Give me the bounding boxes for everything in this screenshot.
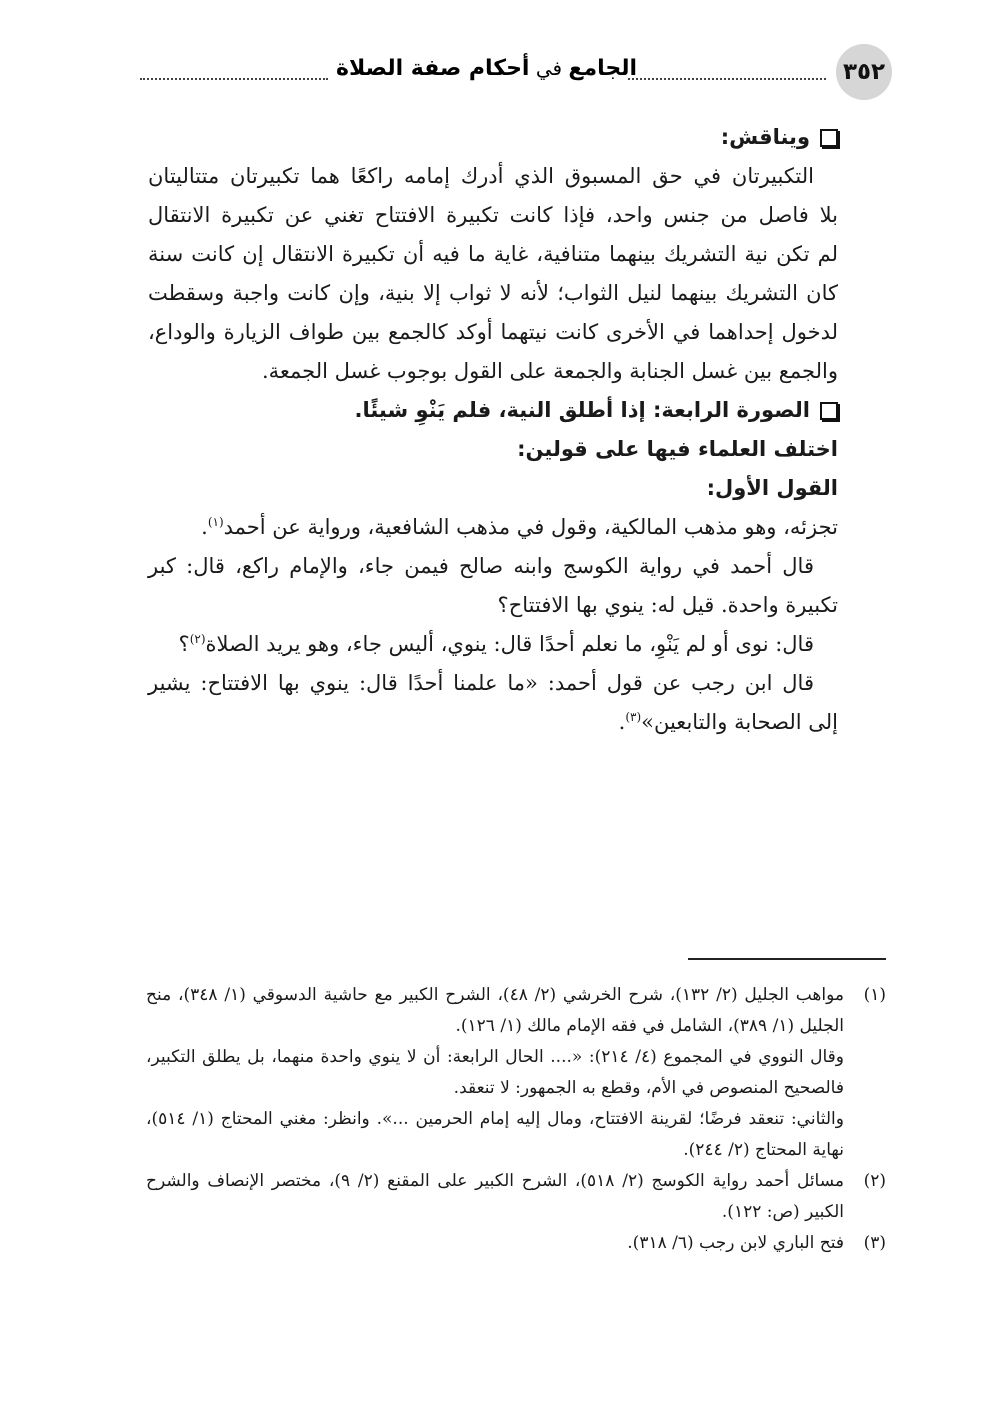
checkbox-square-icon	[820, 402, 838, 420]
fourth-case-heading: الصورة الرابعة: إذا أطلق النية، فلم يَنْوِ شيئًا.	[148, 391, 838, 430]
footnote-text: فتح الباري لابن رجب (٦/ ٣١٨).	[627, 1233, 844, 1253]
book-title-preposition: في	[535, 56, 563, 80]
discussion-line: لدخول إحداهما في الأخرى كانت نيتهما أوكد كالجمع بين طواف الزيارة والوداع،	[148, 320, 838, 344]
checkbox-square-icon	[820, 129, 838, 147]
footnote-text: وقال النووي في المجموع (٤/ ٢١٤): «.... الحال الرابعة: أن لا ينوي واحدة منهما، بل يطلق التكبير، فالصحيح المنصوص في الأم، وقطع به الجمهور: لا تنعقد.	[146, 1047, 844, 1098]
ibn-rajab-line: قال ابن رجب عن قول أحمد: «ما علمنا أحدًا قال: ينوي بها الافتتاح: يشير	[148, 671, 814, 695]
footnotes	[146, 980, 886, 1259]
book-title-rest: أحكام صفة الصلاة	[335, 56, 530, 81]
ahmad-answer: قال: نوى أو لم يَنْوِ، ما نعلم أحدًا قال: ينوي، أليس جاء، وهو يريد الصلاة$^{(٢)}$؟	[178, 632, 814, 656]
header-dotted-rule-right	[628, 78, 826, 80]
footnote-number: (٢)	[863, 1171, 886, 1191]
disagreement-heading: اختلف العلماء فيها على قولين:	[517, 437, 838, 461]
discussion-line: بلا فاصل من جنس واحد، فإذا كانت تكبيرة الافتتاح تغني عن تكبيرة الانتقال	[148, 203, 838, 227]
footnote	[146, 980, 886, 1166]
footnote-text: مواهب الجليل (٢/ ١٣٢)، شرح الخرشي (٢/ ٤٨)، الشرح الكبير مع حاشية الدسوقي (١/ ٣٤٨)، منح الجليل (١/ ٣٨٩)، الشامل في فقه الإمام مالك (١/ ١٢٦).	[146, 985, 844, 1036]
footnote-separator	[688, 958, 886, 960]
footnote-text: مسائل أحمد رواية الكوسج (٢/ ٥١٨)، الشرح الكبير على المقنع (٢/ ٩)، مختصر الإنصاف والشرح الكبير (ص: ١٢٢).	[146, 1171, 844, 1222]
first-opinion-text: تجزئه، وهو مذهب المالكية، وقول في مذهب الشافعية، ورواية عن أحمد$^{(١)}$.	[201, 515, 838, 539]
main-text	[148, 118, 838, 742]
footnote	[146, 1166, 886, 1228]
footnote-ref-1: (١)	[207, 515, 224, 529]
footnote-number: (١)	[863, 985, 886, 1005]
ibn-rajab-line: إلى الصحابة والتابعين»$^{(٣)}$.	[618, 710, 838, 734]
footnote-ref-2: (٢)	[189, 632, 206, 646]
discussion-line: كان التشريك بينهما لنيل الثواب؛ لأنه لا ثواب إلا بنية، وإن كانت واجبة وسقطت	[148, 281, 838, 305]
footnote-ref-3: (٣)	[625, 710, 642, 724]
page-number-badge	[836, 44, 892, 100]
running-header	[140, 44, 892, 102]
header-dotted-rule-left	[140, 78, 328, 80]
discussion-line: والجمع بين غسل الجنابة والجمعة على القول بوجوب غسل الجمعة.	[261, 359, 838, 383]
book-title	[336, 56, 637, 81]
ahmad-quote-line: قال أحمد في رواية الكوسج وابنه صالح فيمن جاء، والإمام راكع، قال: كبر	[148, 554, 814, 578]
footnote-text: والثاني: تنعقد فرضًا؛ لقرينة الافتتاح، ومال إليه إمام الحرمين ...». وانظر: مغني المحتاج (١/ ٥١٤)، نهاية المحتاج (٢/ ٢٤٤).	[146, 1109, 844, 1160]
discussion-line: لم تكن نية التشريك بينهما متنافية، غاية ما فيه أن تكبيرة الانتقال إن كانت سنة	[148, 242, 838, 266]
discussion-line: التكبيرتان في حق المسبوق الذي أدرك إمامه راكعًا هما تكبيرتان متتاليتان	[148, 164, 814, 188]
footnote-number: (٣)	[863, 1233, 886, 1253]
footnote	[146, 1228, 886, 1259]
discussion-heading: ويناقش:	[148, 118, 838, 157]
ahmad-quote-line: تكبيرة واحدة. قيل له: ينوي بها الافتتاح؟	[497, 593, 838, 617]
book-title-main: الجامع	[568, 56, 637, 81]
page-number: ٣٥٢	[842, 59, 886, 85]
first-opinion-heading: القول الأول:	[706, 476, 838, 500]
